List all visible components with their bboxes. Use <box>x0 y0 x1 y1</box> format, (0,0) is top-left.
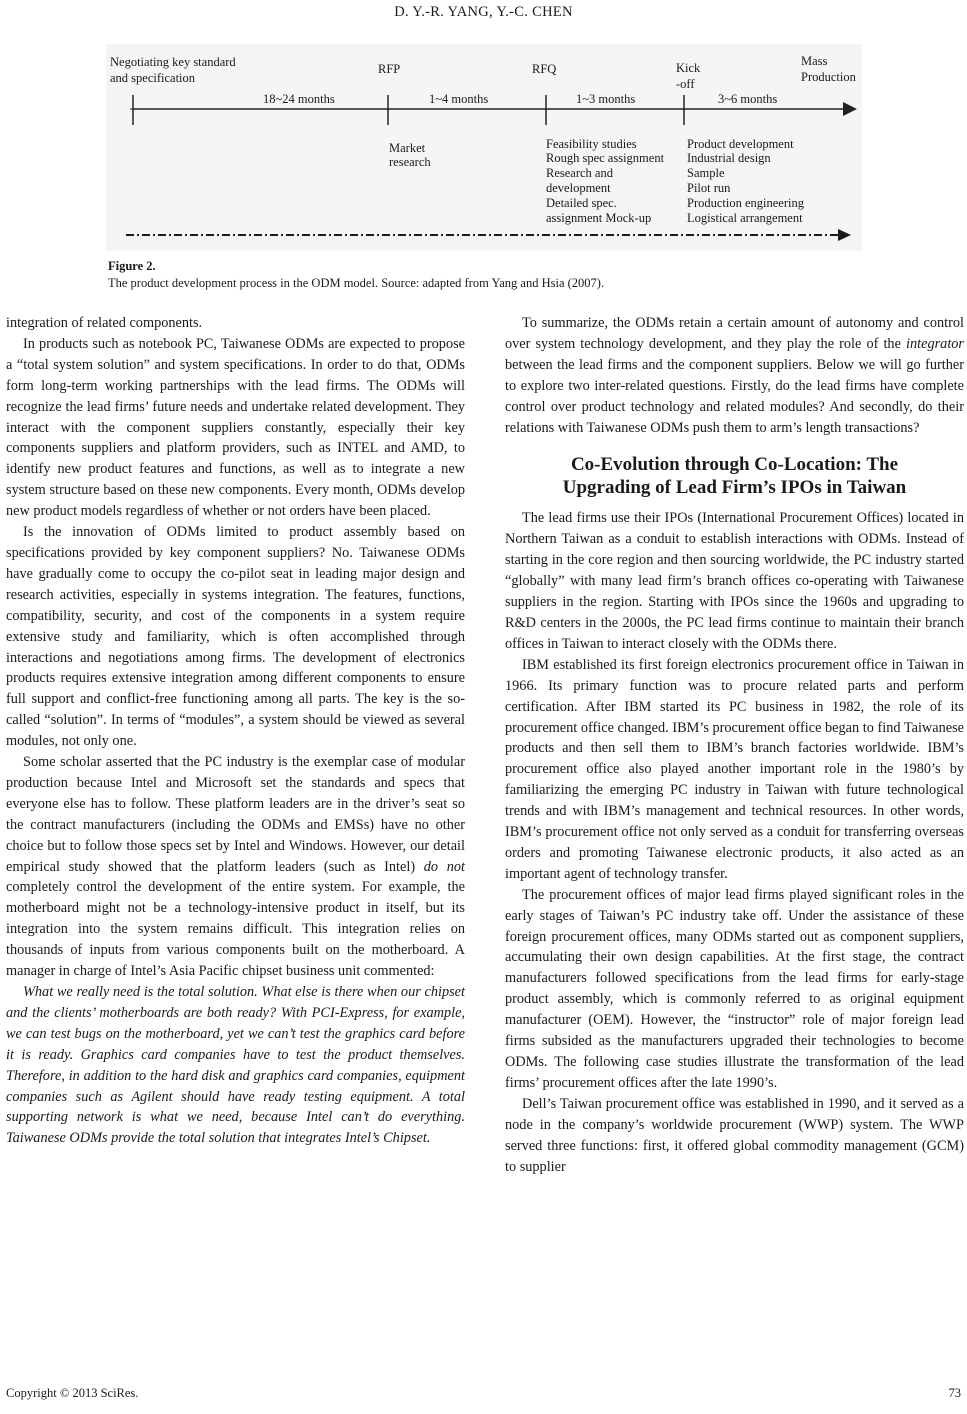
paragraph: Is the innovation of ODMs limited to product assembly based on specifications provided by key component suppliers? No. Taiwanese ODMs have gradually come to occupy the co-pilot seat in leading major design and research activities, especially in systems integration. The features, functions, compatibility, security, and cost of the components in a system require extensive study and familiarity, which is often accomplished through interactions and negotiations among firms. The development of electronics products requires extensive integration among different components to ensure full support and conflict-free functioning among all parts. The key is the so-called “solution”. In terms of “modules”, a system should be viewed as several modules, not only one. <box>6 524 465 750</box>
paragraph: The lead firms use their IPOs (International Procurement Offices) located in Northern Taiwan as a conduit to establish interactions with ODMs. Instead of starting in the core region and then sourcing worldwide, the PC industry started “globally” with many lead firm’s branch offices co-operating with Taiwanese suppliers in the region. Starting with IPOs since the 1960s and upgrading to R&D centers in the 2000s, the PC lead firms continue to maintain their branch offices in Taiwan to interact closely with the ODMs there. <box>505 510 964 652</box>
figure-2 <box>0 0 967 260</box>
label-mass-2: Production <box>801 70 856 84</box>
duration-2: 1~4 months <box>429 92 489 106</box>
label-negotiating: Negotiating key standard <box>110 55 236 69</box>
stage-kick-line-3: Sample <box>687 166 725 180</box>
paragraph <box>505 313 964 438</box>
figure-caption-text: The product development process in the ODM model. Source: adapted from Yang and Hsia (2007). <box>108 276 605 290</box>
page-number: 73 <box>948 1386 961 1400</box>
section-heading-line-1: Co-Evolution through Co-Location: The <box>570 454 899 476</box>
stage-rfp-line-2: research <box>389 155 431 169</box>
paragraph-text: completely control the development of the entire system. For example, the motherboard might not be a technology-intensive product in itself, but its integration into the system remains difficult. This integration relies on thousands of inputs from various components built on the motherboard. A manager in charge of Intel’s Asia Pacific chipset business unit commented: <box>6 879 465 980</box>
section-heading-line-2: Upgrading of Lead Firm’s IPOs in Taiwan <box>562 477 907 499</box>
paragraph-text: Some scholar asserted that the PC industry is the exemplar case of modular production because Intel and Microsoft set the standards and specs that everyone else has to follow. These platform leaders are in the driver’s seat so the contract manufacturers (including the ODMs and EMSs) have no other choice but to follow those specs set by Intel and Windows. However, our detail empirical study showed that the platform leaders (such as Intel) <box>6 754 465 875</box>
paragraph: In products such as notebook PC, Taiwanese ODMs are expected to propose a “total system solution” and system specifications. In order to do that, ODMs form long-term working partnerships with the lead firms. The ODMs will recognize the lead firms’ future needs and undertake related development. They interact with the component suppliers constantly, especially their key components suppliers and platform providers, such as INTEL and AMD, to identify new product features and functions, as well as to integrate a new system structure based on these new components. Every month, ODMs develop new product models regardless of whether or not orders have been placed. <box>6 335 465 520</box>
figure-caption <box>108 258 604 292</box>
paragraph <box>6 752 465 982</box>
right-column <box>505 313 964 1177</box>
stage-kick-line-2: Industrial design <box>687 151 771 165</box>
emphasis: do not <box>423 858 466 875</box>
emphasis: integrator <box>906 335 964 352</box>
paragraph-text: between the lead firms and the component suppliers. Below we will go further to explore two inter-related questions. Firstly, do the lead firms have complete control over product technology and related modules? And secondly, do their relations with Taiwanese ODMs push them to arm’s length transactions? <box>505 356 964 436</box>
stage-rfq-line-5: Detailed spec. <box>546 196 617 210</box>
interview-quote: What we really need is the total solution. What else is there when our chipset and the clients’ motherboards are both ready? With PCI-Express, for example, we can test bugs on the motherboard, yet we can’t test the graphics card before it is ready. Graphics card companies have to test the product themselves. Therefore, in addition to the hard disk and graphics card companies, equipment companies such as Agilent should have ready testing equipment. A total supporting network is what we need, because Intel can’t do everything. Taiwanese ODMs provide the total solution that integrates Intel’s Chipset. <box>6 984 465 1147</box>
stage-rfq-line-2: Rough spec assignment <box>546 151 665 165</box>
duration-4: 3~6 months <box>718 92 778 106</box>
paragraph: IBM established its first foreign electronics procurement office in Taiwan in 1966. Its primary function was to procure related parts and perform certification. After IBM started its PC business in 1982, the role of its procurement office changed. IBM’s procurement office began to find Taiwanese products and then sell them to IBM’s branch factories worldwide. IBM’s procurement office also played another important role in the 1980’s by familiarizing the emerging PC industry in Taiwan with future technological trends and with IBM’s management and technical resources. In other words, IBM’s procurement office not only served as a conduit for transferring overseas orders and promoting Taiwanese electronic products, it also acted as an important agent of technology transfer. <box>505 656 964 882</box>
stage-rfq-line-4: development <box>546 181 611 195</box>
label-rfq: RFQ <box>532 62 557 76</box>
duration-3: 1~3 months <box>576 92 636 106</box>
stage-kick-line-4: Pilot run <box>687 181 731 195</box>
running-header: D. Y.-R. YANG, Y.-C. CHEN <box>394 4 573 20</box>
label-kickoff: Kick <box>676 61 701 75</box>
paragraph: integration of related components. <box>6 315 203 331</box>
stage-kick-line-6: Logistical arrangement <box>687 211 803 225</box>
stage-rfq-line-1: Feasibility studies <box>546 137 637 151</box>
left-column <box>6 313 465 1149</box>
paragraph: Dell’s Taiwan procurement office was established in 1990, and it served as a node in the company’s worldwide procurement (WWP) system. The WWP served three functions: first, it offered global commodity management (GCM) to supplier <box>505 1095 964 1175</box>
duration-1: 18~24 months <box>263 92 335 106</box>
stage-rfp-line-1: Market <box>389 141 426 155</box>
label-kickoff-2: -off <box>676 77 695 91</box>
figure-caption-title: Figure 2. <box>108 259 156 273</box>
stage-rfq-line-6: assignment Mock-up <box>546 211 652 225</box>
section-heading <box>505 453 964 499</box>
stage-kick-line-1: Product development <box>687 137 794 151</box>
stage-rfq-line-3: Research and <box>546 166 613 180</box>
label-mass: Mass <box>801 54 828 68</box>
stage-kick-line-5: Production engineering <box>687 196 804 210</box>
paragraph: The procurement offices of major lead firms played significant roles in the early stages of Taiwan’s PC industry take off. Under the assistance of these foreign procurement offices, many ODMs started out as component suppliers, accumulating their own design capabilities. At the first stage, the contract manufacturers followed specifications from the lead firms for early-stage product assembly, which is commonly referred to as original equipment manufacturer (OEM). However, the “instructor” role of major foreign lead firms subsided as the manufacturers upgraded their technologies to become ODMs. The following case studies illustrate the transformation of the lead firms’ procurement offices after the late 1990’s. <box>505 886 964 1091</box>
copyright: Copyright © 2013 SciRes. <box>6 1386 139 1400</box>
paragraph-text: To summarize, the ODMs retain a certain amount of autonomy and control over system technology development, and they play the role of the <box>505 315 964 352</box>
figure-diagram <box>0 0 967 260</box>
label-negotiating-2: and specification <box>110 71 196 85</box>
label-rfp: RFP <box>378 62 401 76</box>
